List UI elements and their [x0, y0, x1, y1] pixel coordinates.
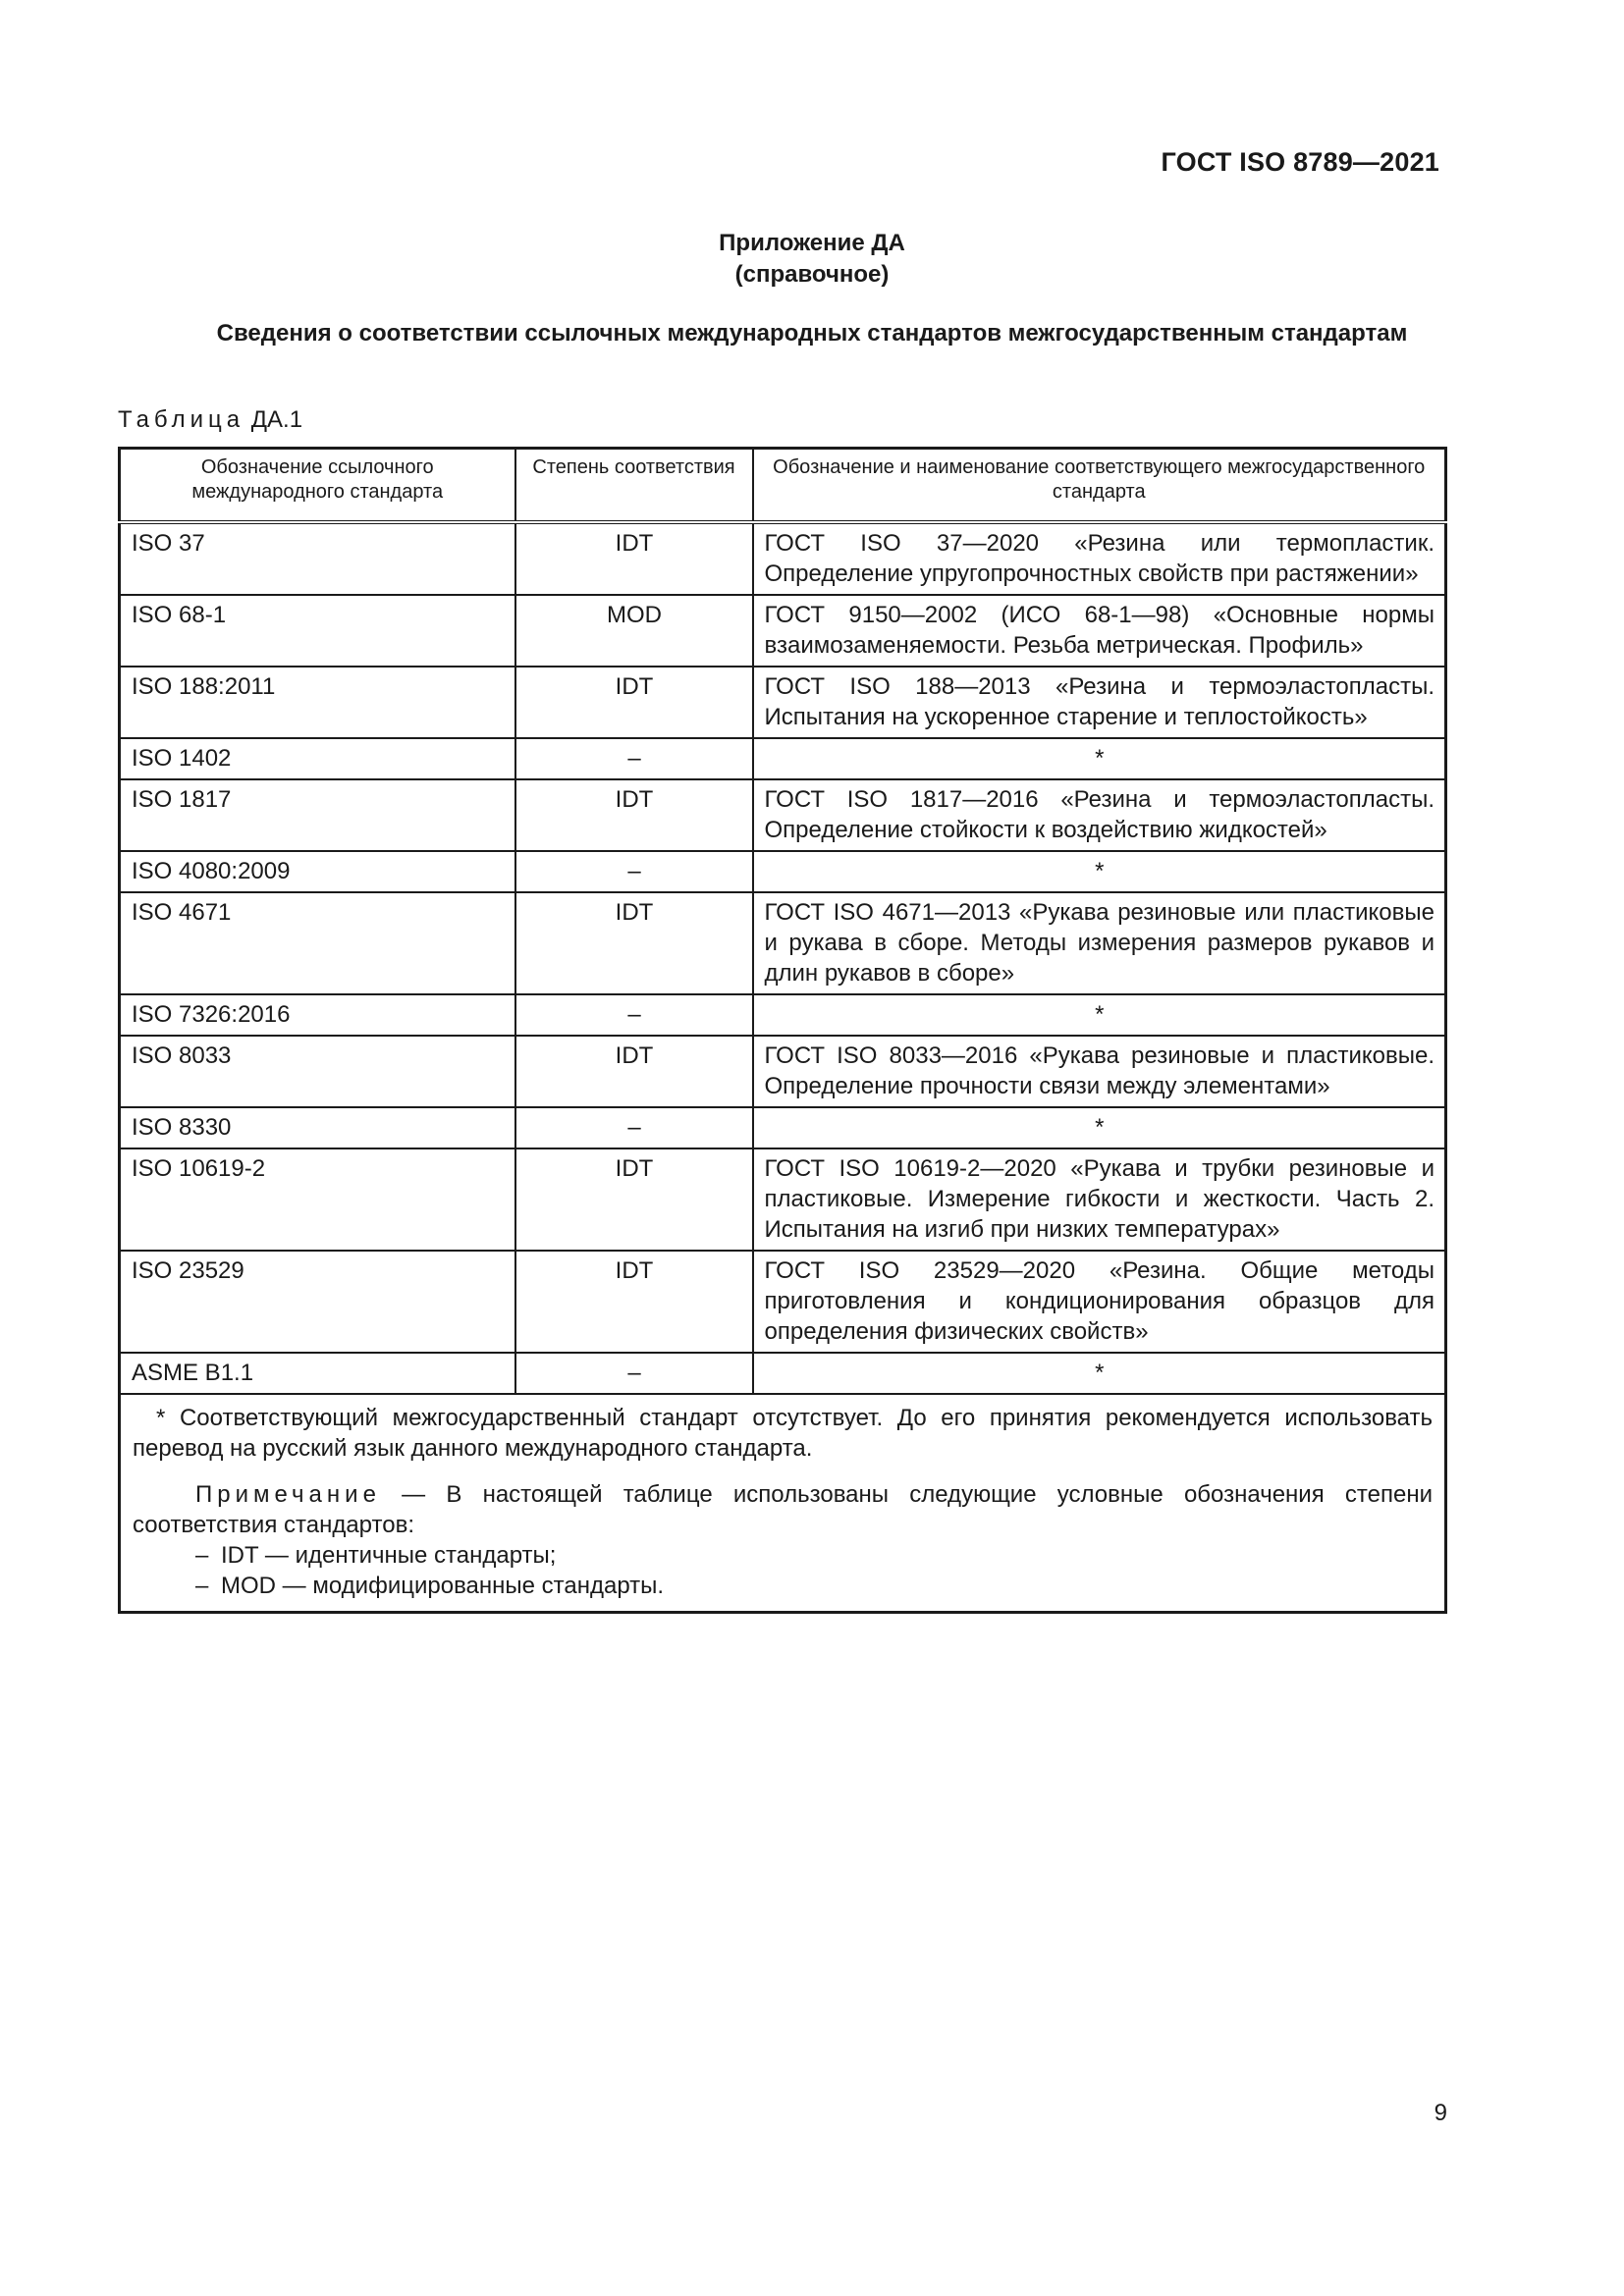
- cell-standard: ASME B1.1: [120, 1353, 515, 1394]
- cell-standard: ISO 37: [120, 522, 515, 595]
- table-footnote-row: [120, 1394, 1446, 1613]
- cell-degree: –: [515, 738, 753, 779]
- cell-standard: ISO 1817: [120, 779, 515, 851]
- cell-standard: ISO 8330: [120, 1107, 515, 1148]
- cell-standard: ISO 4080:2009: [120, 851, 515, 892]
- table-row: [120, 1353, 1446, 1394]
- table-row: [120, 738, 1446, 779]
- cell-correspondence: *: [753, 994, 1446, 1036]
- correspondence-table-wrapper: [118, 447, 1447, 1614]
- cell-standard: ISO 4671: [120, 892, 515, 994]
- appendix-kind: (справочное): [734, 261, 890, 288]
- table-caption-number: ДА.1: [250, 406, 303, 433]
- cell-degree: MOD: [515, 595, 753, 667]
- column-header-degree: Степень соответствия: [515, 449, 753, 523]
- table-footnote-cell: [120, 1394, 1446, 1613]
- table-row: [120, 1148, 1446, 1251]
- table-caption: [118, 404, 302, 436]
- cell-correspondence: *: [753, 1353, 1446, 1394]
- list-item: – IDT — идентичные стандарты;: [195, 1540, 1433, 1571]
- list-item: – MOD — модифицированные стандарты.: [195, 1571, 1433, 1601]
- cell-degree: IDT: [515, 1148, 753, 1251]
- cell-correspondence: ГОСТ ISO 4671—2013 «Рукава резиновые или пластиковые и рукава в сборе. Методы измерения размеров рукавов и длин рукавов в сборе»: [753, 892, 1446, 994]
- note-label: Примечание: [195, 1481, 381, 1508]
- cell-degree: IDT: [515, 1251, 753, 1353]
- cell-correspondence: ГОСТ ISO 10619-2—2020 «Рукава и трубки резиновые и пластиковые. Измерение гибкости и жесткости. Часть 2. Испытания на изгиб при низких температурах»: [753, 1148, 1446, 1251]
- table-row: [120, 851, 1446, 892]
- table-row: [120, 1036, 1446, 1107]
- cell-correspondence: *: [753, 738, 1446, 779]
- table-footnote: * Соответствующий межгосударственный стандарт отсутствует. До его принятия рекомендуется использовать перевод на русский язык данного международного стандарта.: [133, 1405, 1433, 1462]
- cell-degree: IDT: [515, 779, 753, 851]
- cell-standard: ISO 10619-2: [120, 1148, 515, 1251]
- cell-correspondence: ГОСТ 9150—2002 (ИСО 68-1—98) «Основные нормы взаимозаменяемости. Резьба метрическая. Профиль»: [753, 595, 1446, 667]
- table-row: [120, 892, 1446, 994]
- table-row: [120, 1107, 1446, 1148]
- cell-degree: IDT: [515, 1036, 753, 1107]
- correspondence-table: [118, 447, 1447, 1614]
- cell-correspondence: *: [753, 851, 1446, 892]
- cell-correspondence: ГОСТ ISO 37—2020 «Резина или термопластик. Определение упругопрочностных свойств при растяжении»: [753, 522, 1446, 595]
- document-code: ГОСТ ISO 8789—2021: [1161, 147, 1439, 177]
- table-row: [120, 1251, 1446, 1353]
- cell-standard: ISO 8033: [120, 1036, 515, 1107]
- table-row: [120, 595, 1446, 667]
- note-text: — В настоящей таблице использованы следующие условные обозначения степени соответствия стандартов:: [133, 1481, 1433, 1538]
- appendix-title: Сведения о соответствии ссылочных международных стандартов межгосударственным стандартам: [216, 320, 1408, 347]
- cell-degree: IDT: [515, 892, 753, 994]
- cell-standard: ISO 188:2011: [120, 667, 515, 738]
- cell-correspondence: ГОСТ ISO 23529—2020 «Резина. Общие методы приготовления и кондиционирования образцов для определения физических свойств»: [753, 1251, 1446, 1353]
- table-row: [120, 994, 1446, 1036]
- cell-standard: ISO 1402: [120, 738, 515, 779]
- cell-standard: ISO 7326:2016: [120, 994, 515, 1036]
- cell-standard: ISO 23529: [120, 1251, 515, 1353]
- page-number: 9: [1434, 2100, 1447, 2126]
- table-row: [120, 779, 1446, 851]
- note-list: [133, 1540, 1433, 1601]
- table-header-row: [120, 449, 1446, 523]
- column-header-correspondence: Обозначение и наименование соответствующего межгосударственного стандарта: [753, 449, 1446, 523]
- cell-correspondence: *: [753, 1107, 1446, 1148]
- cell-correspondence: ГОСТ ISO 188—2013 «Резина и термоэластопласты. Испытания на ускоренное старение и теплостойкость»: [753, 667, 1446, 738]
- table-caption-word: Таблица: [118, 406, 245, 433]
- table-note: [133, 1479, 1433, 1540]
- cell-correspondence: ГОСТ ISO 8033—2016 «Рукава резиновые и пластиковые. Определение прочности связи между элементами»: [753, 1036, 1446, 1107]
- cell-degree: IDT: [515, 522, 753, 595]
- column-header-standard: Обозначение ссылочного международного стандарта: [120, 449, 515, 523]
- cell-degree: –: [515, 1107, 753, 1148]
- cell-degree: –: [515, 1353, 753, 1394]
- cell-degree: –: [515, 994, 753, 1036]
- table-row: [120, 667, 1446, 738]
- appendix-heading: [0, 228, 1624, 291]
- cell-correspondence: ГОСТ ISO 1817—2016 «Резина и термоэластопласты. Определение стойкости к воздействию жидкостей»: [753, 779, 1446, 851]
- appendix-label: Приложение ДА: [719, 230, 905, 256]
- table-row: [120, 522, 1446, 595]
- cell-standard: ISO 68-1: [120, 595, 515, 667]
- cell-degree: IDT: [515, 667, 753, 738]
- cell-degree: –: [515, 851, 753, 892]
